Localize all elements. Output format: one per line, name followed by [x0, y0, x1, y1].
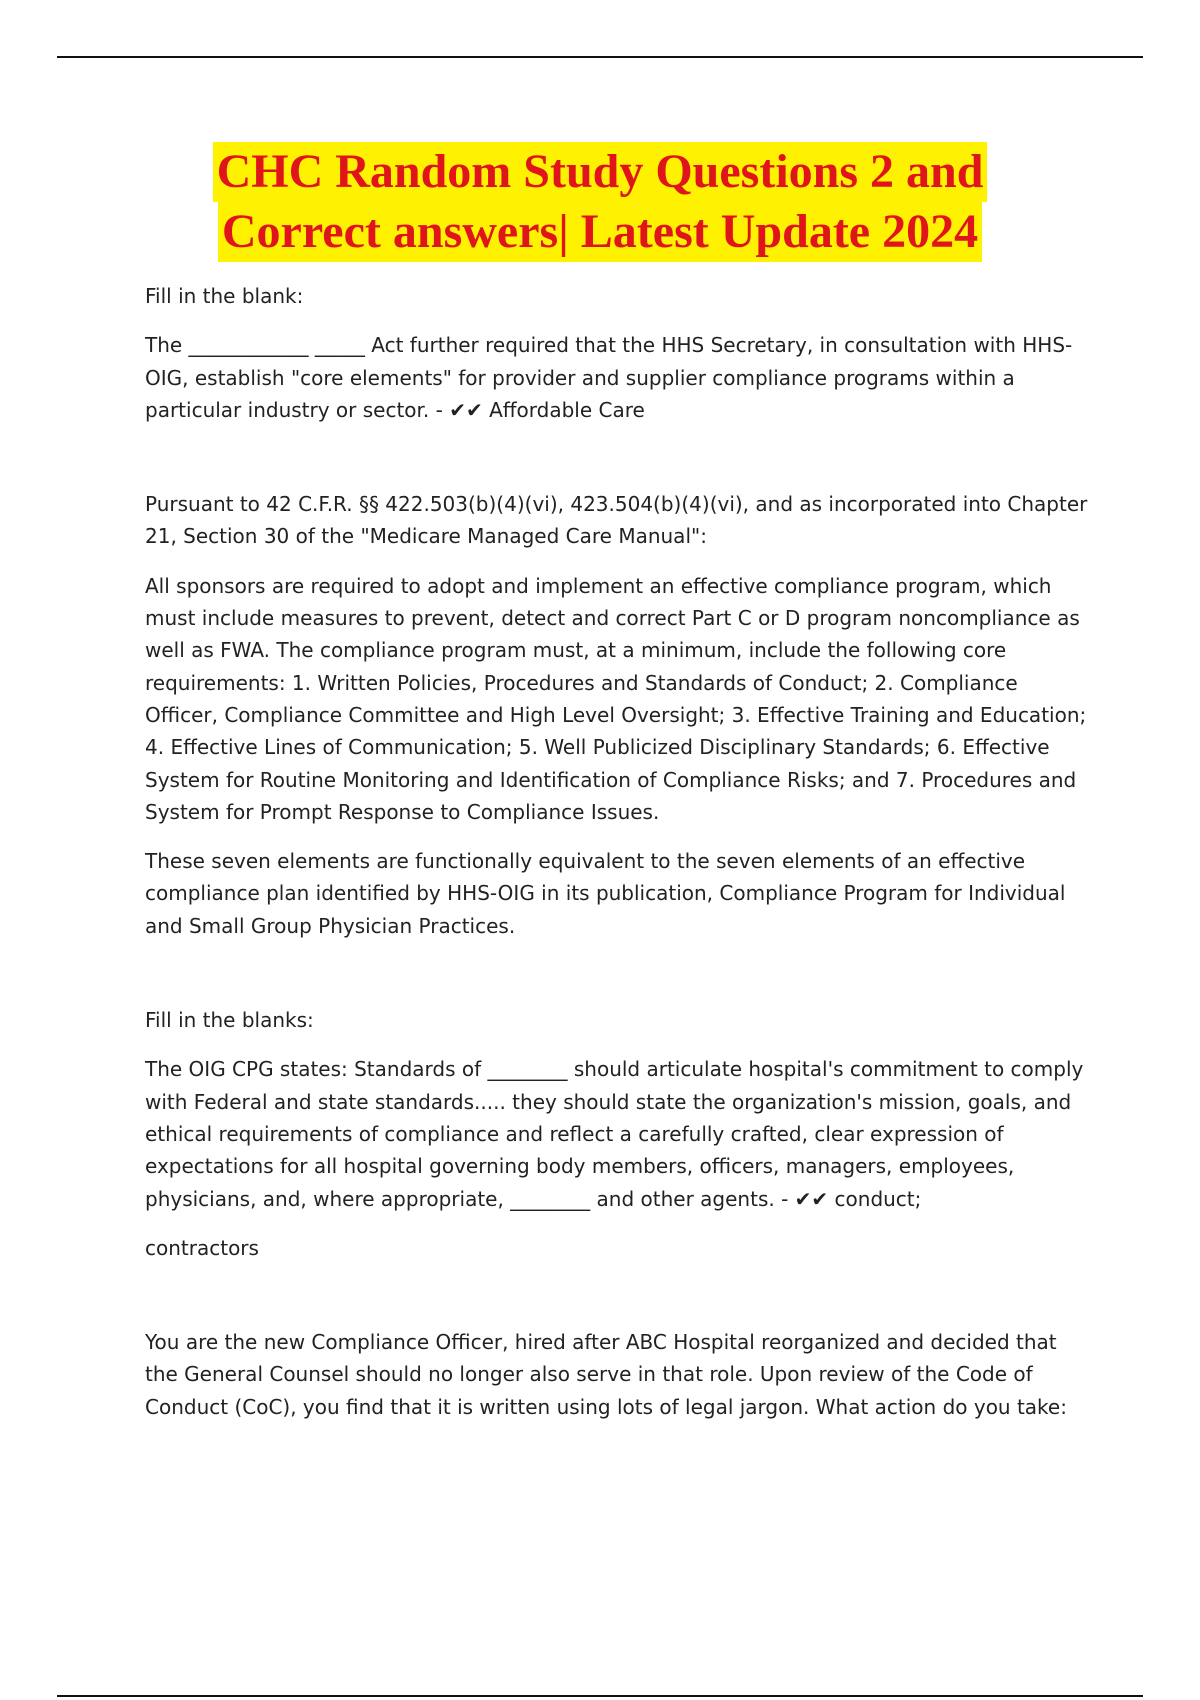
q1-label: Fill in the blank: [145, 284, 304, 308]
spacer [145, 1215, 1090, 1232]
q3-label: Fill in the blanks: [145, 1008, 314, 1033]
spacer [145, 1264, 1090, 1326]
spacer [145, 942, 1090, 1004]
q1-text: The ____________ _____ Act further required that the HHS Secretary, in consultation with HHS-OIG, establish "core elements" for provider and supplier compliance programs within a particular industry or sector. - [145, 333, 1073, 422]
title-line-1: CHC Random Study Questions 2 and [213, 142, 988, 202]
document-title [0, 142, 1200, 262]
spacer [145, 312, 1090, 329]
q2-body: All sponsors are required to adopt and implement an effective compliance program, which must include measures to prevent, detect and correct Part C or D program noncompliance as well as FWA. The compliance program must, at a minimum, include the following core requirements: 1. Written Policies, Procedures and Standards of Conduct; 2. Compliance Officer, Compliance Committee and High Level Oversight; 3. Effective Training and Education; 4. Effective Lines of Communication; 5. Well Publicized Disciplinary Standards; 6. Effective System for Routine Monitoring and Identification of Compliance Risks; and 7. Procedures and System for Prompt Response to Compliance Issues. [145, 573, 1087, 824]
checkmark-icon: ✔✔ [449, 397, 483, 422]
bottom-rule [57, 1695, 1143, 1697]
title-line-2: Correct answers| Latest Update 2024 [218, 202, 982, 262]
spacer [145, 828, 1090, 845]
q1-question [145, 329, 1090, 426]
q3-text: The OIG CPG states: Standards of ________ should articulate hospital's commitment to comply with Federal and state standards..... they should state the organization's mission, goals, and ethical requirements of compliance and reflect a carefully crafted, clear expression of expectations for all hospital governing body members, officers, managers, employees, physicians, and, where appropriate, ________ and other agents. - [145, 1057, 1084, 1211]
top-rule [57, 56, 1143, 58]
document-body [145, 280, 1090, 1423]
q4-question: You are the new Compliance Officer, hired after ABC Hospital reorganized and decided that the General Counsel should no longer also serve in that role. Upon review of the Code of Conduct (CoC), you find that it is written using lots of legal jargon. What action do you take: [145, 1330, 1067, 1419]
checkmark-icon: ✔✔ [794, 1186, 829, 1211]
spacer [145, 426, 1090, 488]
q2-followup: These seven elements are functionally equivalent to the seven elements of an effective compliance plan identified by HHS-OIG in its publication, Compliance Program for Individual and Small Group Physician Practices. [145, 849, 1066, 938]
q2-intro: Pursuant to 42 C.F.R. §§ 422.503(b)(4)(vi), 423.504(b)(4)(vi), and as incorporated into Chapter 21, Section 30 of the "Medicare Managed Care Manual": [145, 492, 1088, 549]
q3-answer-a: conduct; [834, 1186, 922, 1211]
q3-answer-b: contractors [145, 1235, 259, 1260]
spacer [145, 553, 1090, 570]
q1-answer: Affordable Care [489, 397, 645, 422]
spacer [145, 1036, 1090, 1053]
q3-question [145, 1053, 1090, 1214]
